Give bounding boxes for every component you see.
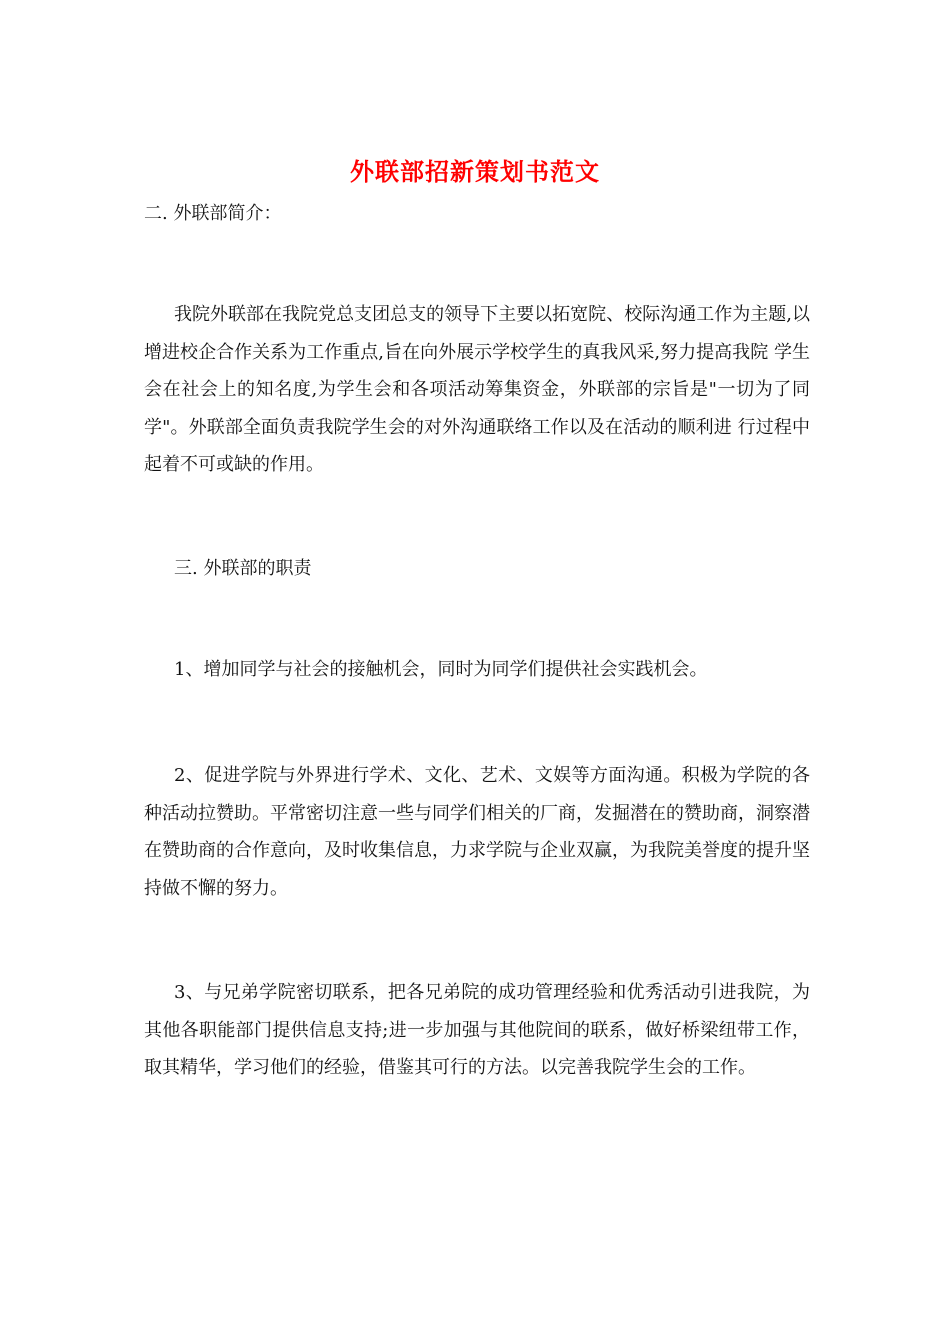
document-title: 外联部招新策划书范文	[350, 157, 600, 186]
section-heading-duties: 三. 外联部的职责	[174, 558, 312, 579]
paragraph-intro: 我院外联部在我院党总支团总支的领导下主要以拓宽院、校际沟通工作为主题,以增进校企合作关系为工作重点,旨在向外展示学校学生的真我风采,努力提高我院 学生会在社会上的知名度,为学生会和各项活动筹集资金，外联部的宗旨是"一切为了同学"。外联部全面负责我院学生会的对外沟通联络工作以及在活动的顺利进 行过程中起着不可或缺的作用。	[144, 304, 810, 476]
section-heading-intro: 二. 外联部简介：	[144, 203, 282, 224]
paragraph-duty-1: 1、增加同学与社会的接触机会，同时为同学们提供社会实践机会。	[174, 659, 708, 680]
paragraph-duty-3: 3、与兄弟学院密切联系，把各兄弟院的成功管理经验和优秀活动引进我院，为其他各职能部门提供信息支持;进一步加强与其他院间的联系，做好桥梁纽带工作，取其精华，学习他们的经验，借鉴其可行的方法。以完善我院学生会的工作。	[144, 982, 810, 1079]
paragraph-duty-2: 2、促进学院与外界进行学术、文化、艺术、文娱等方面沟通。积极为学院的各种活动拉赞助。平常密切注意一些与同学们相关的厂商，发掘潜在的赞助商，洞察潜在赞助商的合作意向，及时收集信息，力求学院与企业双赢，为我院美誉度的提升坚持做不懈的努力。	[144, 765, 810, 899]
